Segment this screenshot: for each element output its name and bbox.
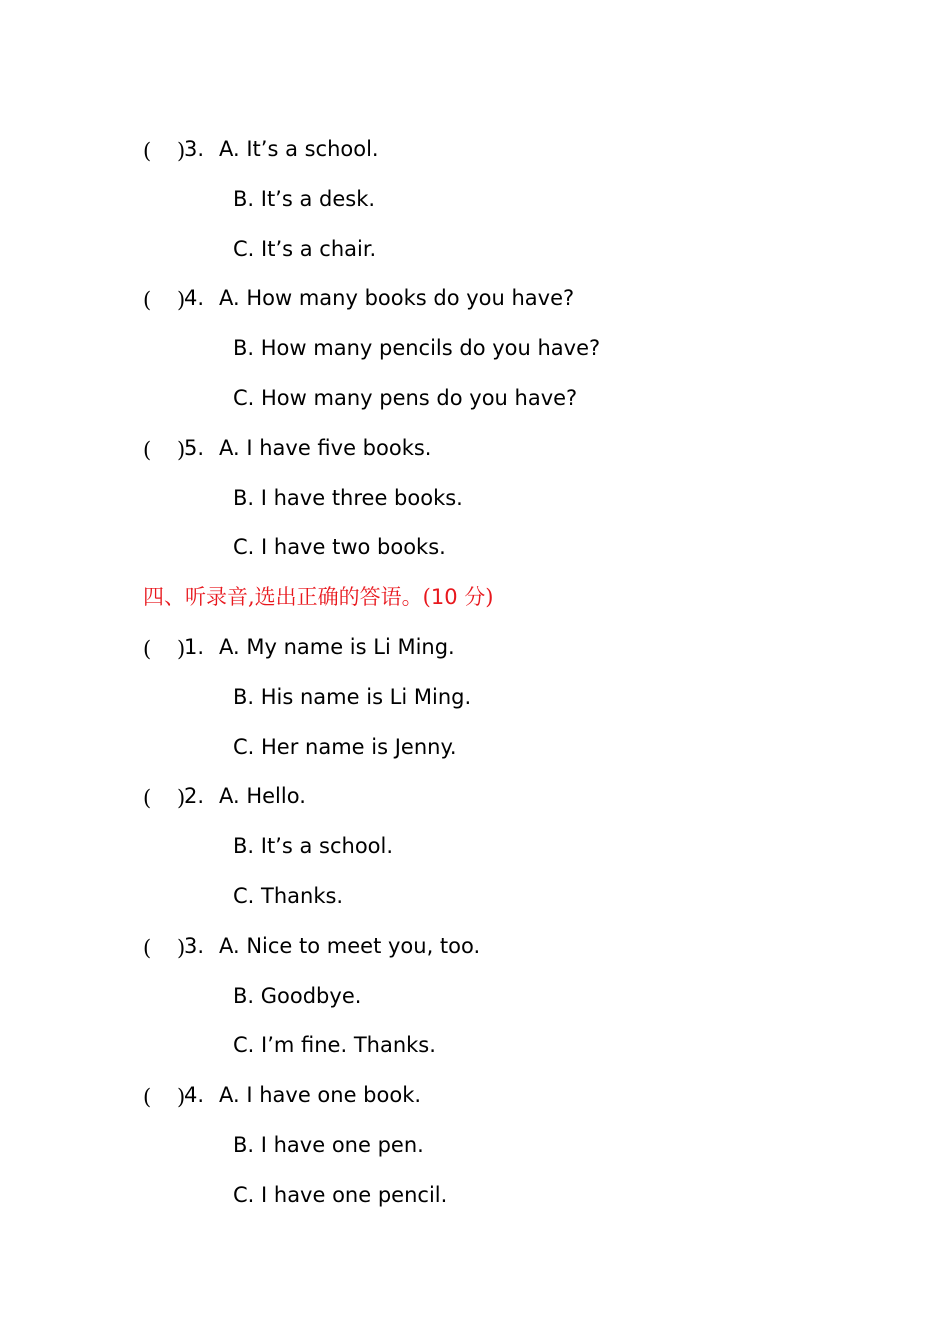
option-c: C. I have two books. bbox=[233, 535, 446, 560]
question-number: 3. bbox=[184, 137, 205, 161]
question-number: 1. bbox=[184, 635, 205, 659]
paren-open: ( bbox=[143, 786, 152, 811]
option-c: C. I’m fine. Thanks. bbox=[233, 1033, 436, 1058]
question-number: 5. bbox=[184, 435, 205, 460]
question-number: 4. bbox=[184, 286, 205, 311]
paren-close: ) bbox=[177, 139, 186, 163]
paren-close: ) bbox=[177, 1085, 186, 1110]
paren-open: ( bbox=[143, 139, 152, 163]
paren-close: ) bbox=[177, 637, 186, 661]
section-heading-text: 四、听录音,选出正确的答语。( bbox=[143, 585, 431, 610]
option-c: C. I have one pencil. bbox=[233, 1182, 448, 1207]
option-a: A. My name is Li Ming. bbox=[219, 635, 455, 659]
option-b: B. It’s a desk. bbox=[233, 186, 376, 211]
option-b: B. I have three books. bbox=[233, 485, 463, 510]
paren-close: ) bbox=[177, 437, 186, 462]
option-c: C. How many pens do you have? bbox=[233, 386, 578, 410]
option-b: B. His name is Li Ming. bbox=[233, 684, 472, 709]
question-number: 3. bbox=[184, 933, 205, 958]
paren-close: ) bbox=[177, 786, 186, 811]
option-b: B. I have one pen. bbox=[233, 1133, 424, 1157]
option-a: A. How many books do you have? bbox=[219, 286, 575, 311]
paren-open: ( bbox=[143, 288, 152, 313]
paren-open: ( bbox=[143, 1085, 152, 1110]
option-b: B. Goodbye. bbox=[233, 983, 362, 1008]
paren-open: ( bbox=[143, 935, 152, 960]
option-a: A. I have five books. bbox=[219, 435, 432, 460]
option-c: C. It’s a chair. bbox=[233, 236, 377, 261]
option-a: A. It’s a school. bbox=[219, 137, 379, 161]
section-heading bbox=[143, 584, 493, 610]
paren-close: ) bbox=[177, 288, 186, 313]
option-a: A. I have one book. bbox=[219, 1083, 422, 1108]
paren-close: ) bbox=[177, 935, 186, 960]
question-number: 2. bbox=[184, 784, 205, 809]
question-number: 4. bbox=[184, 1083, 205, 1108]
option-b: B. It’s a school. bbox=[233, 834, 394, 859]
paren-open: ( bbox=[143, 437, 152, 462]
paren-open: ( bbox=[143, 637, 152, 661]
option-b: B. How many pencils do you have? bbox=[233, 336, 601, 361]
section-heading-score: 10 bbox=[430, 585, 458, 610]
option-a: A. Hello. bbox=[219, 784, 306, 809]
option-a: A. Nice to meet you, too. bbox=[219, 933, 481, 958]
option-c: C. Thanks. bbox=[233, 884, 344, 908]
section-heading-end: 分) bbox=[457, 585, 494, 610]
option-c: C. Her name is Jenny. bbox=[233, 734, 457, 759]
